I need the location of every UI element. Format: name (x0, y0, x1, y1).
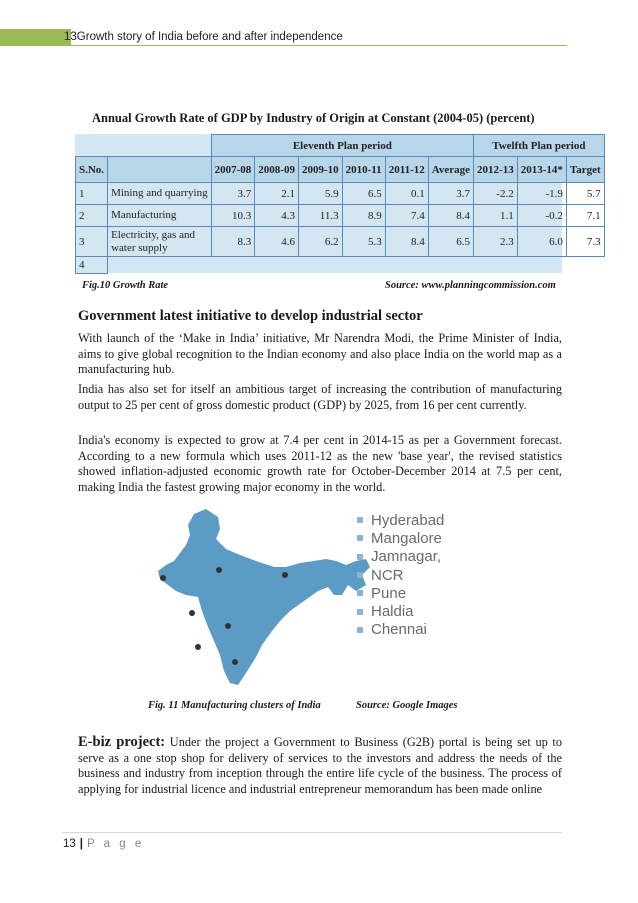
industry-cell: Electricity, gas and water supply (108, 227, 212, 257)
legend-bullet-icon (357, 627, 363, 633)
column-header: 2010-11 (342, 157, 385, 183)
table-row (76, 257, 605, 274)
column-header: 2013-14* (517, 157, 566, 183)
cluster-dot-ncr (216, 567, 222, 573)
page-footer (63, 838, 144, 850)
legend-label: Mangalore (371, 529, 442, 547)
value-cell: 10.3 (211, 205, 255, 227)
twelfth-plan-header: Twelfth Plan period (474, 135, 605, 157)
cluster-dot-pune (189, 610, 195, 616)
eleventh-plan-header: Eleventh Plan period (211, 135, 473, 157)
value-cell: 8.9 (342, 205, 385, 227)
empty-cell (428, 257, 473, 274)
value-cell: 5.7 (566, 183, 604, 205)
header-title: Growth story of India before and after independence (76, 31, 343, 43)
column-header: 2011-12 (385, 157, 428, 183)
table-corner (76, 135, 108, 157)
value-cell: 8.4 (385, 227, 428, 257)
running-header (64, 31, 343, 43)
value-cell: -0.2 (517, 205, 566, 227)
legend-item (357, 584, 444, 602)
empty-cell (298, 257, 342, 274)
legend-label: Haldia (371, 603, 414, 621)
value-cell: 6.5 (342, 183, 385, 205)
legend-label: Hyderabad (371, 511, 445, 529)
value-cell: 11.3 (298, 205, 342, 227)
gdp-growth-table (75, 134, 605, 274)
sno-cell: 4 (76, 257, 108, 274)
cluster-dot-chennai (232, 659, 238, 665)
paragraph-make-in-india: With launch of the ‘Make in India’ initiative, Mr Narendra Modi, the Prime Minister of India, aims to give global recognition to the Indian economy and also place India on the world map as a manufacturing hub. (78, 331, 562, 377)
header-page-number: 13 (64, 31, 77, 43)
fig10-source: Source: www.planningcommission.com (385, 280, 556, 291)
value-cell: 6.2 (298, 227, 342, 257)
table-row (76, 205, 605, 227)
legend-item (357, 511, 444, 529)
india-map-outline (158, 509, 370, 685)
value-cell: 8.3 (211, 227, 255, 257)
column-header: Target (566, 157, 604, 183)
value-cell: 5.9 (298, 183, 342, 205)
legend-bullet-icon (357, 535, 363, 541)
column-header-row (76, 157, 605, 183)
legend-label: Chennai (371, 621, 427, 639)
column-header: Average (428, 157, 473, 183)
legend-item (357, 566, 444, 584)
sno-cell: 3 (76, 227, 108, 257)
industry-cell: Mining and quarrying (108, 183, 212, 205)
value-cell: 5.3 (342, 227, 385, 257)
column-header: 2009-10 (298, 157, 342, 183)
legend-bullet-icon (357, 590, 363, 596)
value-cell: 4.6 (255, 227, 299, 257)
header-accent-bar (0, 29, 71, 46)
column-header: 2012-13 (474, 157, 518, 183)
empty-cell (211, 257, 255, 274)
paragraph-manufacturing-target: India has also set for itself an ambitious target of increasing the contribution of manufacturing output to 25 per cent of gross domestic product (GDP) by 2025, from 16 per cent currently. (78, 382, 562, 412)
empty-cell (255, 257, 299, 274)
table-body (76, 183, 605, 274)
value-cell: 6.5 (428, 227, 473, 257)
map-legend (357, 511, 444, 639)
value-cell: -1.9 (517, 183, 566, 205)
table-corner-2 (108, 135, 212, 157)
empty-cell (566, 257, 604, 274)
legend-item (357, 602, 444, 620)
table-row (76, 227, 605, 257)
value-cell: -2.2 (474, 183, 518, 205)
value-cell: 6.0 (517, 227, 566, 257)
sno-cell: 1 (76, 183, 108, 205)
value-cell: 3.7 (428, 183, 473, 205)
empty-cell (342, 257, 385, 274)
industry-cell: Manufacturing (108, 205, 212, 227)
column-header: 2008-09 (255, 157, 299, 183)
empty-cell (517, 257, 566, 274)
value-cell: 7.4 (385, 205, 428, 227)
cluster-dot-jamnagar (160, 575, 166, 581)
value-cell: 8.4 (428, 205, 473, 227)
cluster-dot-mangalore (195, 644, 201, 650)
fig11-caption: Fig. 11 Manufacturing clusters of India (148, 700, 321, 711)
legend-item (357, 529, 444, 547)
legend-bullet-icon (357, 609, 363, 615)
cluster-dot-haldia (282, 572, 288, 578)
empty-cell (385, 257, 428, 274)
footer-page-label: P a g e (87, 838, 145, 850)
cluster-dot-hyderabad (225, 623, 231, 629)
column-header: 2007-08 (211, 157, 255, 183)
sno-cell: 2 (76, 205, 108, 227)
legend-item (357, 548, 444, 566)
value-cell: 0.1 (385, 183, 428, 205)
value-cell: 2.3 (474, 227, 518, 257)
footer-page-number: 13 (63, 838, 76, 850)
legend-label: Pune (371, 584, 407, 602)
paragraph-economy-growth: India's economy is expected to grow at 7.4 per cent in 2014-15 as per a Government forecast. According to a new formula which uses 2011-12 as the new 'base year', the revised statistics showed inflation-adjusted economic growth rate for October-December 2014 at 7.5 per cent, making India the fastest growing major economy in the world. (78, 433, 562, 494)
value-cell: 3.7 (211, 183, 255, 205)
gdp-growth-table-image (75, 134, 601, 273)
empty-cell (474, 257, 518, 274)
legend-bullet-icon (357, 554, 363, 560)
value-cell: 1.1 (474, 205, 518, 227)
table-row (76, 183, 605, 205)
value-cell: 7.3 (566, 227, 604, 257)
value-cell: 7.1 (566, 205, 604, 227)
ebiz-text: Under the project a Government to Business (G2B) portal is being set up to serve as a one stop shop for delivery of services to the investors and address the needs of the business and industry from inception through the entire life cycle of the business. The process of applying for industrial licence and industrial entrepreneur memorandum has been made online (78, 735, 562, 796)
footer-separator: | (79, 838, 84, 850)
legend-bullet-icon (357, 517, 363, 523)
fig11-source: Source: Google Images (356, 700, 458, 711)
section-title: Government latest initiative to develop industrial sector (78, 308, 423, 324)
footer-rule (62, 832, 562, 833)
legend-label: NCR (371, 566, 404, 584)
sno-header: S.No. (76, 157, 108, 183)
industry-header (108, 157, 212, 183)
legend-bullet-icon (357, 572, 363, 578)
table-title: Annual Growth Rate of GDP by Industry of Origin at Constant (2004-05) (percent) (92, 111, 535, 125)
ebiz-paragraph (78, 735, 562, 797)
value-cell: 2.1 (255, 183, 299, 205)
ebiz-heading: E-biz project: (78, 734, 166, 750)
fig10-caption: Fig.10 Growth Rate (82, 280, 169, 291)
empty-cell (108, 257, 212, 274)
legend-label: Jamnagar, (371, 548, 442, 566)
value-cell: 4.3 (255, 205, 299, 227)
legend-item (357, 621, 444, 639)
